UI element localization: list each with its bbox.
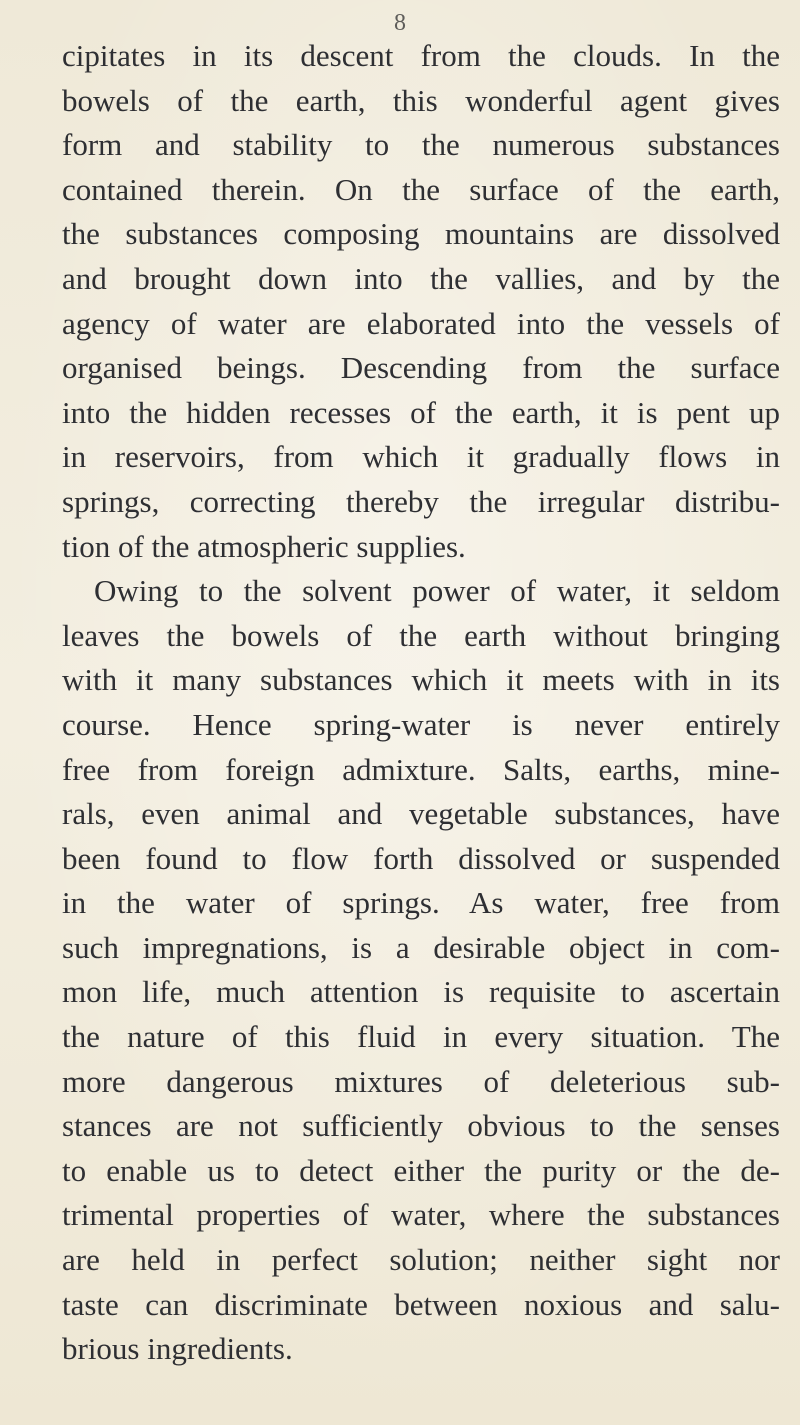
text-line: the substances composing mountains are dissolved: [62, 216, 780, 252]
text-line: leaves the bowels of the earth without bringing: [62, 617, 780, 653]
text-line: been found to flow forth dissolved or suspended: [62, 840, 780, 876]
text-line: organised beings. Descending from the surface: [62, 350, 780, 386]
text-line: such impregnations, is a desirable object in com-: [62, 929, 780, 965]
text-line: trimental properties of water, where the substances: [62, 1197, 780, 1233]
text-line: springs, correcting thereby the irregular distribu-: [62, 483, 780, 519]
text-line: rals, even animal and vegetable substances, have: [62, 796, 780, 832]
text-line: cipitates in its descent from the clouds. In the: [62, 38, 780, 73]
text-line: more dangerous mixtures of deleterious sub-: [62, 1063, 780, 1099]
text-line: into the hidden recesses of the earth, it is pent up: [62, 394, 780, 430]
text-line: agency of water are elaborated into the vessels of: [62, 305, 780, 341]
text-line: with it many substances which it meets with in its: [62, 662, 780, 698]
paragraph-first-line: Owing to the solvent power of water, it seldom: [94, 573, 780, 609]
text-line: the nature of this fluid in every situation. The: [62, 1019, 780, 1055]
text-line: are held in perfect solution; neither sight nor: [62, 1242, 780, 1278]
text-line: mon life, much attention is requisite to ascertain: [62, 974, 780, 1010]
text-line: tion of the atmospheric supplies.: [62, 528, 466, 564]
text-line: in the water of springs. As water, free from: [62, 885, 780, 921]
text-line: brious ingredients.: [62, 1331, 293, 1367]
text-line: in reservoirs, from which it gradually flows in: [62, 439, 780, 475]
text-line: bowels of the earth, this wonderful agent gives: [62, 82, 780, 118]
text-line: free from foreign admixture. Salts, earths, mine-: [62, 751, 780, 787]
text-line: to enable us to detect either the purity or the de-: [62, 1152, 780, 1188]
page-number: 8: [394, 10, 406, 36]
text-line: course. Hence spring-water is never entirely: [62, 706, 780, 742]
text-line: contained therein. On the surface of the earth,: [62, 171, 780, 207]
text-line: form and stability to the numerous substances: [62, 127, 780, 163]
text-line: and brought down into the vallies, and by the: [62, 260, 780, 296]
text-line: stances are not sufficiently obvious to the senses: [62, 1108, 780, 1144]
text-line: taste can discriminate between noxious and salu-: [62, 1286, 780, 1322]
body-text: [62, 34, 780, 1372]
